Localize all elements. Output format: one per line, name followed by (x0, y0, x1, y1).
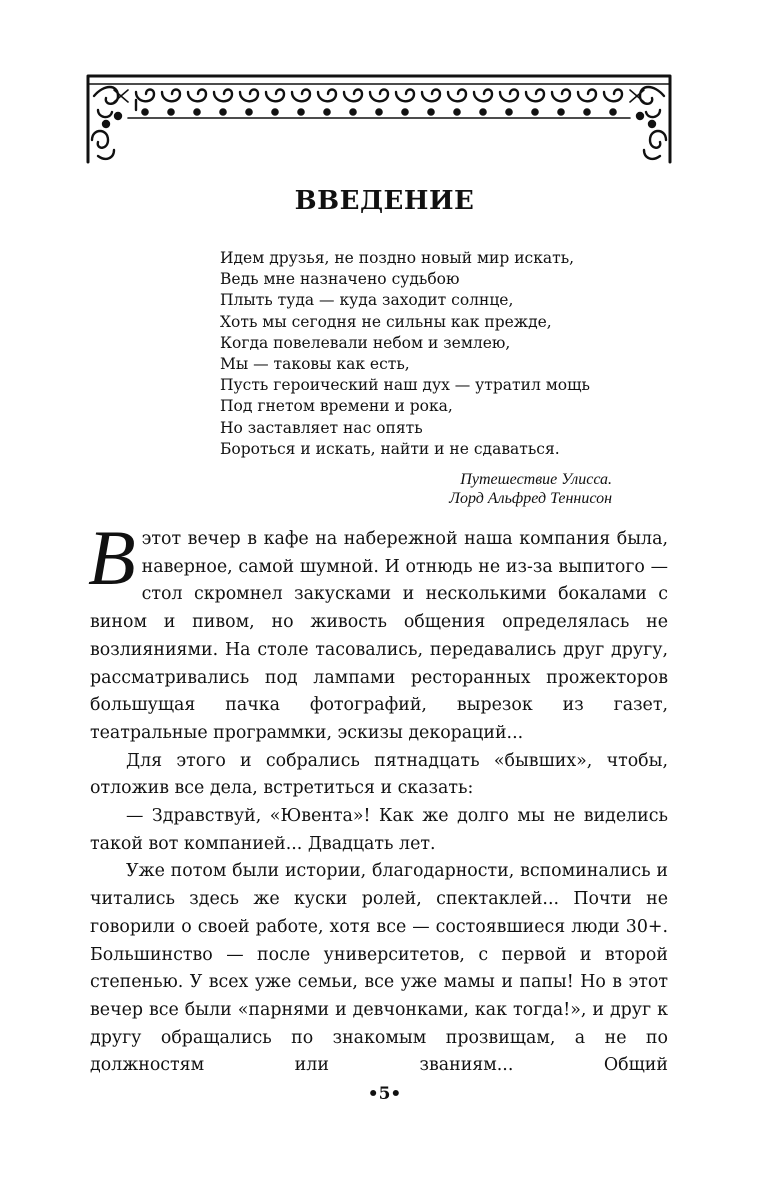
poem-line: Идем друзья, не поздно новый мир искать, (220, 249, 575, 267)
poem-line: Когда повелевали небом и землею, (220, 333, 511, 352)
poem-line: Пусть героический наш дух — утратил мощь (220, 376, 590, 395)
body-text (88, 514, 668, 1080)
poem-line: Ведь мне назначено судьбою (220, 270, 460, 289)
poem-line: Хоть мы сегодня не сильны как прежде, (220, 312, 552, 331)
paragraph-text: этот вечер в кафе на набережной наша компания была, наверное, самой шумной. И отнюдь не из-за выпитого — стол скромнел закусками и несколькими бокалами с вином и пивом, но живость общения определялась не возлияниями. На столе тасовались, передавались друг другу, рассматривались под лампами ресторанных прожекторов большущая пачка фотографий, вырезок из газет, театральные программки, эскизы декораций... (90, 529, 668, 743)
poem-line: Но заставляет нас опять (220, 418, 423, 437)
poem-line: Под гнетом времени и рока, (220, 397, 453, 416)
chapter-title: ВВЕДЕНИЕ (294, 186, 475, 216)
page-number: •5• (367, 1084, 402, 1104)
paragraph: Для этого и собрались пятнадцать «бывших», чтобы, отложив все дела, встретиться и сказать: (90, 750, 668, 799)
epigraph-poem (220, 248, 640, 460)
epigraph-attribution (300, 470, 612, 508)
decorative-header-ornament-icon (84, 70, 674, 166)
source-author: Лорд Альфред Теннисон (449, 490, 612, 507)
poem-line: Мы — таковы как есть, (220, 355, 410, 374)
poem-line: Плыть туда — куда заходит солнце, (220, 291, 514, 310)
poem-line: Бороться и искать, найти и не сдаваться. (220, 439, 560, 458)
source-title: Путешествие Улисса. (460, 471, 612, 488)
paragraph: — Здравствуй, «Ювента»! Как же долго мы не виделись такой вот компанией... Двадцать лет. (90, 806, 668, 854)
paragraph: Уже потом были истории, благодарности, вспоминались и читались здесь же куски ролей, спектаклей... Почти не говорили о своей работе, хотя все — состоявшиеся люди 30+. Большинство — после университетов, с первой и второй степенью. У всех уже семьи, все уже мамы и папы! Но в этот вечер все были «парнями и девчонками, как тогда!», и друг к другу обращались по знакомым прозвищам, а не по должностям или званиям... Общий (90, 861, 668, 1076)
paragraph (88, 514, 668, 748)
drop-cap: В (88, 514, 136, 601)
page-number-value: 5 (378, 1084, 391, 1104)
